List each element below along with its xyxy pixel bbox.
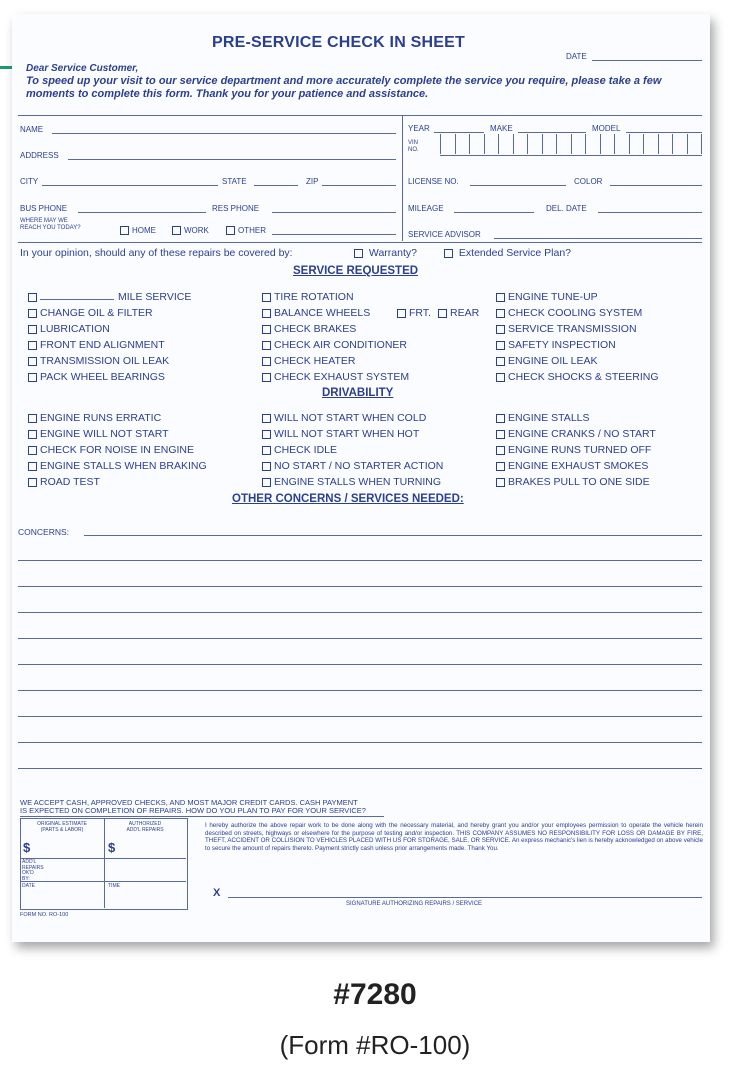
state-label: STATE	[222, 177, 247, 186]
zip-field[interactable]	[322, 185, 396, 186]
warranty-option[interactable]: Warranty?	[354, 247, 417, 259]
header-divider	[18, 115, 702, 116]
address-field[interactable]	[68, 159, 396, 160]
reach-other-field[interactable]	[272, 234, 396, 235]
signature-line[interactable]	[228, 897, 702, 898]
service-requested-heading: SERVICE REQUESTED	[293, 265, 419, 277]
bus-phone-label: BUS PHONE	[20, 204, 68, 213]
signature-x: X	[213, 887, 221, 899]
date-label: DATE	[566, 52, 587, 61]
concerns-line[interactable]	[18, 768, 702, 769]
year-field[interactable]	[434, 132, 484, 133]
service-item[interactable]: TRANSMISSION OIL LEAK	[28, 355, 169, 367]
concerns-line[interactable]	[18, 690, 702, 691]
product-number: #7280	[333, 978, 417, 1011]
service-item[interactable]: CHECK COOLING SYSTEM	[496, 307, 642, 319]
drivability-item[interactable]: ENGINE EXHAUST SMOKES	[496, 460, 648, 472]
rear-option[interactable]: REAR	[438, 307, 479, 319]
frt-option[interactable]: FRT.	[397, 307, 431, 319]
payment-method-field[interactable]	[20, 816, 384, 817]
drivability-item[interactable]: ENGINE RUNS TURNED OFF	[496, 444, 651, 456]
info-bottom-divider	[18, 242, 702, 243]
vin-label: VIN NO.	[408, 140, 419, 153]
service-item[interactable]: CHECK BRAKES	[262, 323, 356, 335]
license-field[interactable]	[470, 185, 566, 186]
color-label: COLOR	[574, 177, 603, 186]
other-checkbox[interactable]	[226, 226, 235, 235]
service-item[interactable]: SERVICE TRANSMISSION	[496, 323, 637, 335]
home-checkbox[interactable]	[120, 226, 129, 235]
license-label: LICENSE NO.	[408, 177, 459, 186]
date-field[interactable]	[592, 60, 702, 61]
reach-label: WHERE MAY WE REACH YOU TODAY?	[20, 218, 81, 231]
coverage-question: In your opinion, should any of these repairs be covered by:	[20, 247, 293, 259]
advisor-label: SERVICE ADVISOR	[408, 230, 481, 239]
service-item[interactable]: CHECK EXHAUST SYSTEM	[262, 371, 409, 383]
concerns-line[interactable]	[18, 612, 702, 613]
drivability-heading: DRIVABILITY	[322, 387, 394, 399]
drivability-item[interactable]: CHECK FOR NOISE IN ENGINE	[28, 444, 194, 456]
bus-phone-field[interactable]	[78, 212, 206, 213]
res-phone-label: RES PHONE	[212, 204, 260, 213]
extended-plan-option[interactable]: Extended Service Plan?	[444, 247, 571, 259]
footer-date-label: DATE	[22, 883, 35, 889]
drivability-item[interactable]: ENGINE WILL NOT START	[28, 428, 169, 440]
vin-boxes[interactable]	[440, 134, 702, 154]
city-field[interactable]	[42, 185, 218, 186]
concerns-line[interactable]	[18, 716, 702, 717]
original-estimate-label: ORIGINAL ESTIMATE (PARTS & LABOR)	[37, 821, 87, 833]
estimate-row-divider	[20, 881, 186, 882]
year-label: YEAR	[408, 124, 430, 133]
column-divider	[402, 115, 403, 241]
make-label: MAKE	[490, 124, 513, 133]
service-item[interactable]: BALANCE WHEELS	[262, 307, 370, 319]
greeting: Dear Service Customer,	[26, 63, 139, 74]
advisor-field[interactable]	[494, 238, 702, 239]
form-number: FORM NO. RO-100	[20, 912, 69, 918]
drivability-item[interactable]: ENGINE STALLS WHEN BRAKING	[28, 460, 207, 472]
model-field[interactable]	[626, 132, 702, 133]
concerns-line[interactable]	[18, 742, 702, 743]
reach-work[interactable]: WORK	[172, 226, 209, 235]
estimate-dollar[interactable]: $	[23, 840, 31, 855]
service-item[interactable]: MILE SERVICE	[28, 291, 191, 303]
other-concerns-heading: OTHER CONCERNS / SERVICES NEEDED:	[232, 493, 464, 505]
estimate-row-divider	[20, 858, 186, 859]
estimate-col-divider	[104, 818, 105, 908]
footer-time-label: TIME	[108, 883, 120, 889]
city-label: CITY	[20, 177, 39, 186]
drivability-item[interactable]: CHECK IDLE	[262, 444, 337, 456]
extended-plan-checkbox[interactable]	[444, 249, 453, 258]
concerns-line[interactable]	[18, 638, 702, 639]
service-item[interactable]: PACK WHEEL BEARINGS	[28, 371, 165, 383]
service-item[interactable]: CHECK AIR CONDITIONER	[262, 339, 407, 351]
form-title: PRE-SERVICE CHECK IN SHEET	[212, 34, 465, 51]
mileage-field[interactable]	[454, 212, 534, 213]
del-date-field[interactable]	[598, 212, 702, 213]
signature-label: SIGNATURE AUTHORIZING REPAIRS / SERVICE	[346, 901, 483, 907]
authorized-dollar[interactable]: $	[108, 840, 116, 855]
service-item[interactable]: TIRE ROTATION	[262, 291, 354, 303]
mile-service-blank[interactable]	[40, 291, 114, 300]
work-checkbox[interactable]	[172, 226, 181, 235]
drivability-item[interactable]: ENGINE RUNS ERRATIC	[28, 412, 161, 424]
service-item[interactable]: ENGINE OIL LEAK	[496, 355, 597, 367]
service-item[interactable]: CHECK HEATER	[262, 355, 355, 367]
address-label: ADDRESS	[20, 151, 59, 160]
del-date-label: DEL. DATE	[546, 204, 587, 213]
warranty-checkbox[interactable]	[354, 249, 363, 258]
drivability-item[interactable]: ENGINE STALLS	[496, 412, 590, 424]
reach-other[interactable]: OTHER	[226, 226, 266, 235]
name-label: NAME	[20, 125, 44, 134]
service-item[interactable]: FRONT END ALIGNMENT	[28, 339, 165, 351]
authorized-label: AUTHORIZED ADD'L REPAIRS	[126, 821, 164, 833]
res-phone-field[interactable]	[272, 212, 396, 213]
reach-home[interactable]: HOME	[120, 226, 156, 235]
drivability-item[interactable]: WILL NOT START WHEN COLD	[262, 412, 426, 424]
form-designation: (Form #RO-100)	[279, 1030, 471, 1060]
concerns-line[interactable]	[18, 664, 702, 665]
concerns-line[interactable]	[84, 535, 702, 536]
addl-repairs-label: ADD'L REPAIRS OK'D BY:	[22, 859, 44, 882]
service-item[interactable]: LUBRICATION	[28, 323, 110, 335]
drivability-item[interactable]: WILL NOT START WHEN HOT	[262, 428, 419, 440]
drivability-item[interactable]: NO START / NO STARTER ACTION	[262, 460, 443, 472]
drivability-item[interactable]: BRAKES PULL TO ONE SIDE	[496, 476, 650, 488]
color-field[interactable]	[610, 185, 702, 186]
payment-note: WE ACCEPT CASH, APPROVED CHECKS, AND MOST MAJOR CREDIT CARDS. CASH PAYMENT IS EXPECTED ON COMPLETION OF REPAIRS. HOW DO YOU PLAN TO PAY FOR YOUR SERVICE?	[20, 798, 366, 815]
vin-baseline	[440, 155, 702, 156]
concerns-line[interactable]	[18, 560, 702, 561]
intro-text: To speed up your visit to our service department and more accurately complete the service you require, please take a few moments to complete this form. Thank you for your patience and assistance.	[26, 75, 662, 100]
mileage-label: MILEAGE	[408, 204, 444, 213]
name-field[interactable]	[52, 133, 396, 134]
zip-label: ZIP	[306, 177, 319, 186]
service-item[interactable]: ENGINE TUNE-UP	[496, 291, 598, 303]
service-item[interactable]: CHANGE OIL & FILTER	[28, 307, 153, 319]
drivability-item[interactable]: ENGINE STALLS WHEN TURNING	[262, 476, 441, 488]
model-label: MODEL	[592, 124, 621, 133]
service-item[interactable]: CHECK SHOCKS & STEERING	[496, 371, 659, 383]
drivability-item[interactable]: ENGINE CRANKS / NO START	[496, 428, 656, 440]
make-field[interactable]	[518, 132, 586, 133]
drivability-item[interactable]: ROAD TEST	[28, 476, 100, 488]
state-field[interactable]	[254, 185, 298, 186]
concerns-line[interactable]	[18, 586, 702, 587]
concerns-label: CONCERNS:	[18, 527, 70, 537]
service-item[interactable]: SAFETY INSPECTION	[496, 339, 616, 351]
authorization-text: I hereby authorize the above repair work to be done along with the necessary material, and hereby grant you and/or your employees permission to operate the vehicle herein described on streets, highways or elsewhere for the purpose of testing and/or inspection. THIS COMPANY ASSUMES NO RESPONSIBILITY FOR LOSS OR DAMAGE BY FIRE, THEFT, ACCIDENT OR COLLISION TO VEHICLES PLACED WITH US FOR STORAGE, SALE, OR SERVICE. An express mechanic's lien is hereby acknowledged on above vehicle to secure the amount of repairs thereto. Payment strictly cash unless prior arrangements made. Thank You.	[205, 822, 703, 852]
